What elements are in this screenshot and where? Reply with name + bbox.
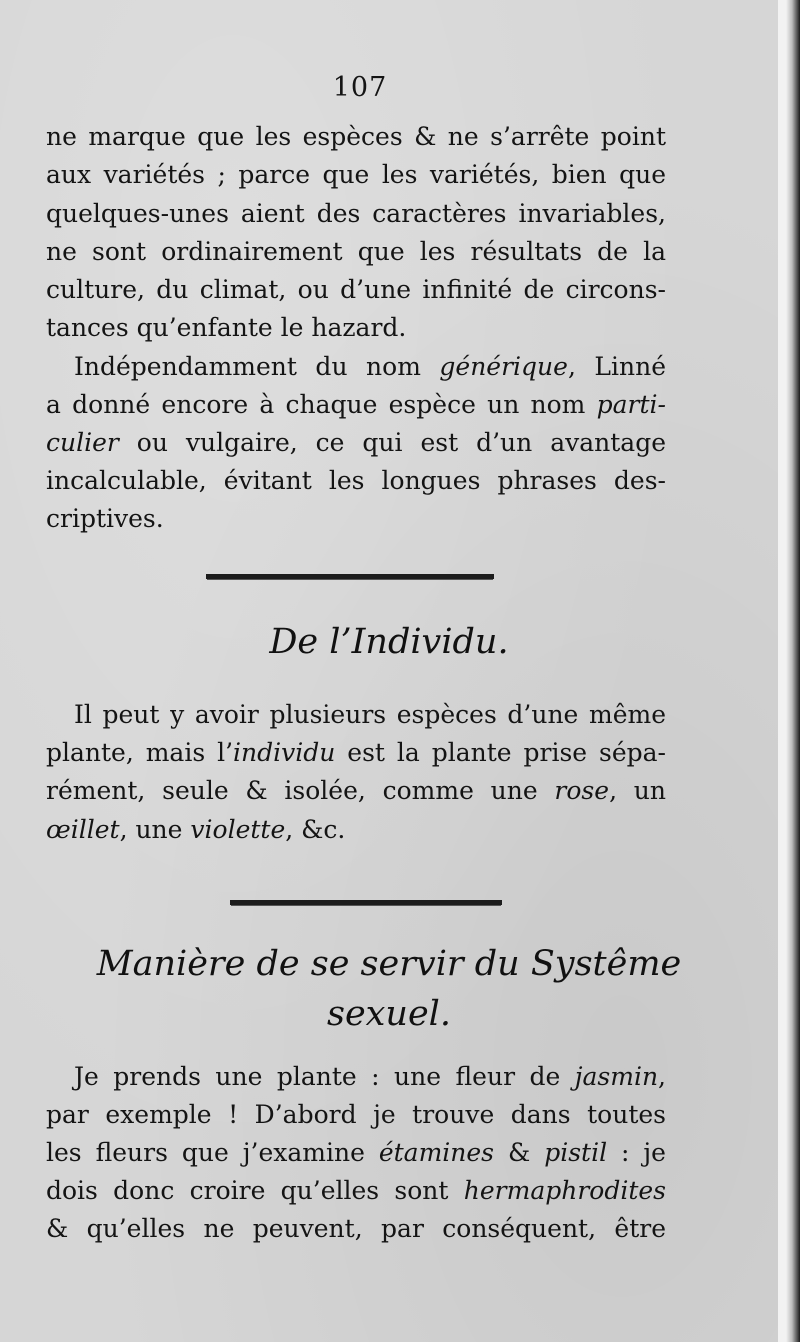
italic-term: œillet <box>46 815 120 844</box>
italic-term: étamines <box>378 1138 495 1167</box>
text-run: Je prends une plante : une fleur de <box>74 1062 575 1091</box>
text-line <box>46 772 666 810</box>
italic-term: parti- <box>596 390 666 419</box>
text-line <box>46 1172 666 1210</box>
page-number: 107 <box>332 72 388 103</box>
italic-term: violette <box>190 815 286 844</box>
italic-term: jasmin <box>574 1062 659 1091</box>
text-line <box>46 386 666 424</box>
italic-term: générique <box>439 352 568 381</box>
text-line <box>46 424 666 462</box>
section-heading: Manière de se servir du Systême <box>96 944 682 984</box>
text-run: : je <box>607 1138 666 1167</box>
italic-term: rose <box>554 776 610 805</box>
text-line <box>46 1134 666 1172</box>
text-run: a donné encore à chaque espèce un nom <box>46 390 597 419</box>
text-run: , une <box>119 815 191 844</box>
section-heading: sexuel. <box>327 994 451 1034</box>
text-line: incalculable, évitant les longues phrases des- <box>46 466 666 495</box>
italic-term: culier <box>46 428 119 457</box>
section-divider <box>230 900 502 905</box>
text-line <box>74 348 666 386</box>
text-line: ne sont ordinairement que les résultats de la <box>46 237 666 266</box>
text-line: quelques-unes aient des caractères invariables, <box>46 199 666 228</box>
section-heading: De l’Individu. <box>269 622 509 662</box>
text-run: rément, seule & isolée, comme une <box>46 776 555 805</box>
text-line: criptives. <box>46 504 164 533</box>
text-line: aux variétés ; parce que les variétés, bien que <box>46 160 666 189</box>
italic-term: individu <box>233 738 336 767</box>
text-line <box>74 1058 666 1096</box>
text-run: est la plante prise sépa- <box>335 738 666 767</box>
text-run: , <box>658 1062 666 1091</box>
italic-term: pistil <box>544 1138 608 1167</box>
text-run: plante, mais l’ <box>46 738 234 767</box>
italic-term: hermaphrodites <box>463 1176 666 1205</box>
text-run: Indépendamment du nom <box>74 352 440 381</box>
text-run: , un <box>609 776 666 805</box>
text-run: & <box>494 1138 545 1167</box>
text-line: tances qu’enfante le hazard. <box>46 313 407 342</box>
page-edge <box>778 0 800 1342</box>
text-run: , Linné <box>567 352 666 381</box>
text-line: ne marque que les espèces & ne s’arrête point <box>46 122 666 151</box>
section-divider <box>206 574 494 579</box>
text-line: culture, du climat, ou d’une infinité de circons- <box>46 275 666 304</box>
text-run: , &c. <box>285 815 346 844</box>
text-line: & qu’elles ne peuvent, par conséquent, être <box>46 1214 666 1243</box>
text-run: dois donc croire qu’elles sont <box>46 1176 464 1205</box>
text-line: par exemple ! D’abord je trouve dans toutes <box>46 1100 666 1129</box>
text-run: les fleurs que j’examine <box>46 1138 379 1167</box>
text-line: Il peut y avoir plusieurs espèces d’une même <box>74 700 666 729</box>
text-line <box>46 811 666 849</box>
text-run: ou vulgaire, ce qui est d’un avantage <box>118 428 666 457</box>
text-line <box>46 734 666 772</box>
